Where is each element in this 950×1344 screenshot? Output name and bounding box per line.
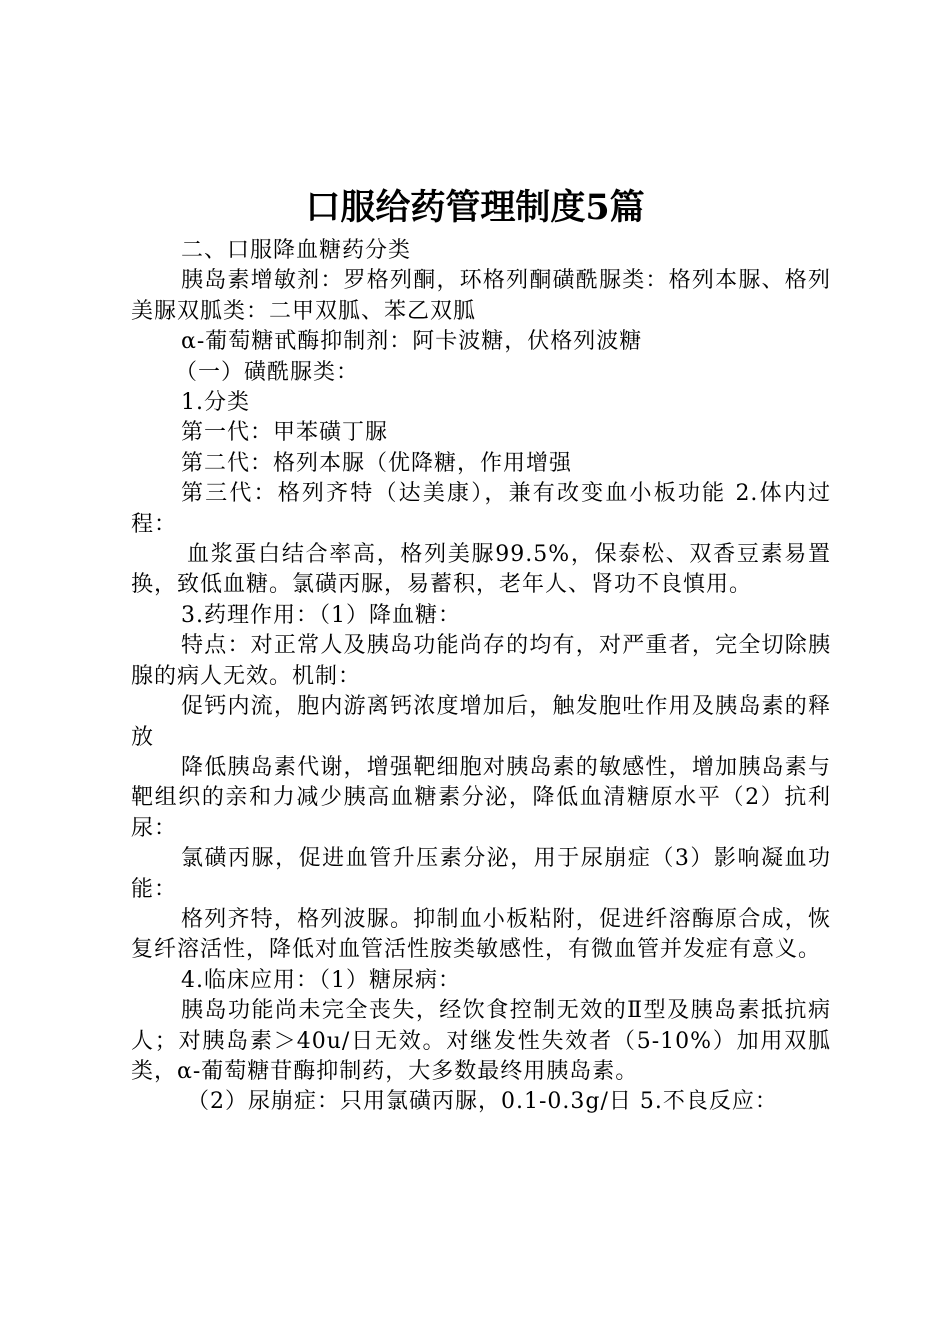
paragraph-sulfonylureas-heading: （一）磺酰脲类： bbox=[175, 359, 360, 385]
paragraph-section-4-clinical-use: 4.临床应用：（1）糖尿病： bbox=[181, 967, 461, 993]
paragraph-islet-function: 胰岛功能尚未完全丧失，经饮食控制无效的Ⅱ型及胰岛素抵抗病人；对胰岛素＞40u/日无效。对继发性失效者（5-10%）加用双胍类，α-葡萄糖苷酶抑制药，大多数最终用胰岛素。 bbox=[131, 998, 831, 1084]
paragraph-insulin-metabolism: 降低胰岛素代谢，增强靶细胞对胰岛素的敏感性，增加胰岛素与靶组织的亲和力减少胰高血糖素分泌，降低血清糖原水平（2）抗利尿： bbox=[131, 754, 831, 841]
paragraph-plasma-protein-binding: 血浆蛋白结合率高，格列美脲99.5%，保泰松、双香豆素易置换，致低血糖。氯磺丙脲，易蓄积，老年人、肾功不良慎用。 bbox=[131, 542, 831, 598]
paragraph-gliclazide: 格列齐特，格列波脲。抑制血小板粘附，促进纤溶酶原合成，恢复纤溶活性，降低对血管活性胺类敏感性，有微血管并发症有意义。 bbox=[131, 906, 831, 963]
document-title: 口服给药管理制度5篇 bbox=[305, 187, 645, 228]
document-body bbox=[131, 236, 831, 1118]
paragraph-third-generation: 第三代：格列齐特（达美康），兼有改变血小板功能 2.体内过程： bbox=[131, 481, 831, 537]
paragraph-section-1-classification: 1.分类 bbox=[181, 390, 250, 416]
paragraph-diabetes-insipidus: （2）尿崩症：只用氯磺丙脲，0.1-0.3g/日 5.不良反应： bbox=[187, 1089, 778, 1115]
paragraph-insulin-sensitizers: 胰岛素增敏剂：罗格列酮，环格列酮磺酰脲类：格列本脲、格列美脲双胍类：二甲双胍、苯乙双胍 bbox=[131, 268, 831, 324]
paragraph-heading-classification: 二、口服降血糖药分类 bbox=[181, 238, 412, 263]
paragraph-characteristics: 特点：对正常人及胰岛功能尚存的均有，对严重者，完全切除胰腺的病人无效。机制： bbox=[131, 633, 831, 689]
paragraph-calcium-influx: 促钙内流，胞内游离钙浓度增加后，触发胞吐作用及胰岛素的释放 bbox=[131, 694, 831, 750]
paragraph-chlorpropamide: 氯磺丙脲，促进血管升压素分泌，用于尿崩症（3）影响凝血功能： bbox=[131, 846, 831, 902]
paragraph-glucosidase-inhibitors: α-葡萄糖甙酶抑制剂：阿卡波糖，伏格列波糖 bbox=[181, 329, 643, 355]
paragraph-second-generation: 第二代：格列本脲（优降糖，作用增强 bbox=[181, 450, 573, 476]
paragraph-first-generation: 第一代：甲苯磺丁脲 bbox=[181, 420, 389, 446]
paragraph-section-3-pharmacology: 3.药理作用：（1）降血糖： bbox=[181, 602, 461, 628]
